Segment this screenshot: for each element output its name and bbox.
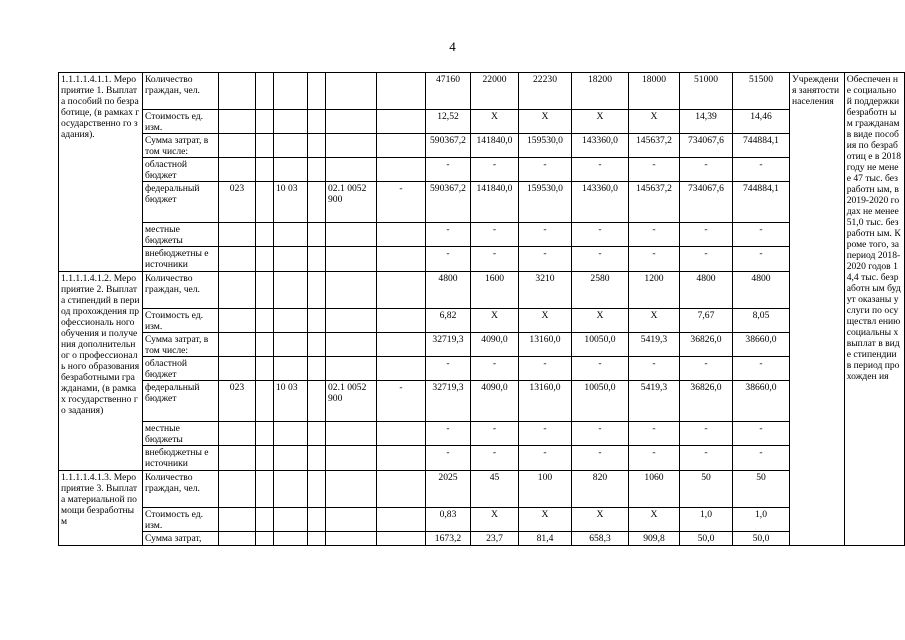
empty-cell	[308, 182, 326, 223]
value-cell: Х	[519, 508, 572, 532]
value-cell: 13160,0	[519, 381, 572, 422]
value-cell: 1,0	[680, 508, 733, 532]
event-name: 1.1.1.1.4.1.3. Мероприятие 3. Выплата материальной помощи безработным	[59, 471, 143, 546]
table-row	[59, 134, 905, 158]
empty-cell	[256, 73, 274, 110]
empty-cell	[377, 247, 426, 272]
empty-cell	[256, 272, 274, 309]
empty-cell	[377, 309, 426, 333]
budget-code-csr: 02.1 0052 900	[326, 182, 377, 223]
value-cell: -	[680, 357, 733, 381]
empty-cell	[326, 272, 377, 309]
program-activities-table	[58, 72, 905, 546]
value-cell: 50,0	[680, 532, 733, 546]
value-cell: 159530,0	[519, 182, 572, 223]
empty-cell	[308, 272, 326, 309]
empty-cell	[326, 247, 377, 272]
empty-cell	[326, 532, 377, 546]
empty-cell	[256, 532, 274, 546]
value-cell: 141840,0	[471, 134, 519, 158]
value-cell: -	[471, 357, 519, 381]
empty-cell	[274, 422, 308, 446]
empty-cell	[326, 223, 377, 247]
value-cell: Х	[471, 110, 519, 134]
empty-cell	[219, 158, 256, 182]
value-cell: Х	[572, 309, 629, 333]
value-cell: -	[680, 446, 733, 471]
value-cell: 100	[519, 471, 572, 508]
executor-cell: Учреждени я занятости населения	[790, 73, 845, 546]
empty-cell	[377, 73, 426, 110]
empty-cell	[274, 471, 308, 508]
table-row	[59, 182, 905, 223]
value-cell: 1060	[629, 471, 680, 508]
empty-cell	[377, 422, 426, 446]
value-cell: 47160	[426, 73, 471, 110]
value-cell: 32719,3	[426, 381, 471, 422]
value-cell: -	[680, 247, 733, 272]
empty-cell	[219, 471, 256, 508]
empty-cell	[256, 471, 274, 508]
indicator-label: Стоимость ед. изм.	[143, 309, 219, 333]
value-cell: 2025	[426, 471, 471, 508]
indicator-label: областной бюджет	[143, 357, 219, 381]
empty-cell	[256, 247, 274, 272]
value-cell: 22230	[519, 73, 572, 110]
empty-cell	[256, 381, 274, 422]
value-cell: 4090,0	[471, 381, 519, 422]
empty-cell	[308, 532, 326, 546]
value-cell: Х	[519, 110, 572, 134]
indicator-label: внебюджетны е источники	[143, 247, 219, 272]
value-cell: 1600	[471, 272, 519, 309]
empty-cell	[256, 357, 274, 381]
empty-cell	[326, 422, 377, 446]
value-cell: 14,46	[733, 110, 790, 134]
empty-cell	[326, 357, 377, 381]
value-cell: -	[471, 446, 519, 471]
value-cell: -	[519, 422, 572, 446]
table-row	[59, 247, 905, 272]
empty-cell	[308, 247, 326, 272]
value-cell: 6,82	[426, 309, 471, 333]
empty-cell	[219, 223, 256, 247]
empty-cell	[308, 134, 326, 158]
table-row	[59, 158, 905, 182]
event-name: 1.1.1.1.4.1.1. Мероприятие 1. Выплата пособий по безработице, (в рамках государственно го задания).	[59, 73, 143, 272]
value-cell: -	[629, 422, 680, 446]
empty-cell	[377, 446, 426, 471]
empty-cell	[308, 422, 326, 446]
value-cell: 141840,0	[471, 182, 519, 223]
value-cell: -	[426, 158, 471, 182]
empty-cell	[326, 110, 377, 134]
value-cell: 12,52	[426, 110, 471, 134]
empty-cell	[308, 223, 326, 247]
value-cell: 50	[733, 471, 790, 508]
value-cell: 5419,3	[629, 381, 680, 422]
value-cell: 159530,0	[519, 134, 572, 158]
value-cell: -	[629, 158, 680, 182]
table-row	[59, 110, 905, 134]
empty-cell	[377, 223, 426, 247]
budget-code-vr: -	[377, 182, 426, 223]
indicator-label: федеральный бюджет	[143, 182, 219, 223]
value-cell: 13160,0	[519, 333, 572, 357]
empty-cell	[256, 446, 274, 471]
value-cell: 734067,6	[680, 134, 733, 158]
empty-cell	[326, 134, 377, 158]
value-cell: -	[471, 247, 519, 272]
empty-cell	[274, 446, 308, 471]
value-cell: -	[426, 247, 471, 272]
value-cell: 143360,0	[572, 134, 629, 158]
value-cell: 7,67	[680, 309, 733, 333]
empty-cell	[274, 223, 308, 247]
value-cell: Х	[471, 309, 519, 333]
empty-cell	[308, 73, 326, 110]
value-cell: 10050,0	[572, 381, 629, 422]
value-cell: -	[572, 247, 629, 272]
empty-cell	[308, 333, 326, 357]
value-cell: -	[519, 247, 572, 272]
empty-cell	[326, 446, 377, 471]
empty-cell	[377, 333, 426, 357]
empty-cell	[219, 446, 256, 471]
table-row	[59, 333, 905, 357]
value-cell: Х	[629, 508, 680, 532]
empty-cell	[326, 471, 377, 508]
value-cell: 1,0	[733, 508, 790, 532]
value-cell: -	[471, 158, 519, 182]
value-cell: 4800	[680, 272, 733, 309]
value-cell: -	[680, 422, 733, 446]
value-cell: Х	[629, 110, 680, 134]
empty-cell	[308, 357, 326, 381]
empty-cell	[274, 532, 308, 546]
value-cell: 81,4	[519, 532, 572, 546]
empty-cell	[274, 309, 308, 333]
empty-cell	[377, 134, 426, 158]
table-row	[59, 309, 905, 333]
value-cell: 145637,2	[629, 182, 680, 223]
empty-cell	[274, 333, 308, 357]
empty-cell	[219, 73, 256, 110]
empty-cell	[326, 508, 377, 532]
table-row	[59, 357, 905, 381]
value-cell: -	[733, 158, 790, 182]
empty-cell	[256, 223, 274, 247]
value-cell: Х	[629, 309, 680, 333]
empty-cell	[274, 73, 308, 110]
value-cell: -	[733, 446, 790, 471]
table-row	[59, 471, 905, 508]
indicator-label: местные бюджеты	[143, 223, 219, 247]
empty-cell	[326, 73, 377, 110]
value-cell: 734067,6	[680, 182, 733, 223]
value-cell: -	[426, 446, 471, 471]
value-cell: 50,0	[733, 532, 790, 546]
budget-code-grbs: 023	[219, 381, 256, 422]
value-cell: -	[426, 357, 471, 381]
value-cell: 14,39	[680, 110, 733, 134]
value-cell: -	[519, 223, 572, 247]
value-cell: 23,7	[471, 532, 519, 546]
value-cell: -	[519, 446, 572, 471]
empty-cell	[326, 158, 377, 182]
value-cell: 36826,0	[680, 381, 733, 422]
event-name: 1.1.1.1.4.1.2. Мероприятие 2. Выплата стипендий в период прохождения профессиональ ного обучения и получения дополнительног о профессиональ ного образования безработными гражданами, (в рамках государственно го задания)	[59, 272, 143, 471]
empty-cell	[256, 333, 274, 357]
empty-cell	[308, 158, 326, 182]
value-cell: 4800	[426, 272, 471, 309]
indicator-label: областной бюджет	[143, 158, 219, 182]
empty-cell	[256, 508, 274, 532]
empty-cell	[256, 422, 274, 446]
empty-cell	[308, 508, 326, 532]
empty-cell	[377, 110, 426, 134]
value-cell: 50	[680, 471, 733, 508]
table-row	[59, 73, 905, 110]
value-cell: -	[426, 422, 471, 446]
empty-cell	[308, 471, 326, 508]
empty-cell	[219, 422, 256, 446]
empty-cell	[308, 309, 326, 333]
value-cell: Х	[572, 508, 629, 532]
empty-cell	[256, 309, 274, 333]
table-row	[59, 422, 905, 446]
value-cell: -	[572, 422, 629, 446]
value-cell: 36826,0	[680, 333, 733, 357]
empty-cell	[274, 247, 308, 272]
indicator-label: Сумма затрат, в том числе:	[143, 134, 219, 158]
value-cell: -	[426, 223, 471, 247]
value-cell: -	[572, 158, 629, 182]
value-cell: 18200	[572, 73, 629, 110]
value-cell: -	[733, 223, 790, 247]
empty-cell	[219, 357, 256, 381]
value-cell: 0,83	[426, 508, 471, 532]
empty-cell	[377, 272, 426, 309]
table-row	[59, 508, 905, 532]
empty-cell	[219, 134, 256, 158]
value-cell: -	[519, 357, 572, 381]
indicator-label: Количество граждан, чел.	[143, 272, 219, 309]
budget-code-rzpr: 10 03	[274, 182, 308, 223]
empty-cell	[308, 446, 326, 471]
value-cell: 1200	[629, 272, 680, 309]
value-cell: -	[471, 422, 519, 446]
empty-cell	[256, 158, 274, 182]
empty-cell	[219, 247, 256, 272]
table-row	[59, 532, 905, 546]
empty-cell	[326, 333, 377, 357]
empty-cell	[308, 381, 326, 422]
value-cell: -	[629, 223, 680, 247]
value-cell: -	[629, 357, 680, 381]
empty-cell	[377, 158, 426, 182]
indicator-label: Стоимость ед. изм.	[143, 508, 219, 532]
empty-cell	[274, 134, 308, 158]
empty-cell	[256, 134, 274, 158]
empty-cell	[377, 508, 426, 532]
value-cell: 2580	[572, 272, 629, 309]
empty-cell	[377, 471, 426, 508]
value-cell: -	[680, 223, 733, 247]
empty-cell	[308, 110, 326, 134]
indicator-label-clipped: Сумма затрат,	[145, 533, 202, 543]
value-cell: 38660,0	[733, 333, 790, 357]
value-cell: -	[572, 223, 629, 247]
empty-cell	[274, 508, 308, 532]
empty-cell	[219, 309, 256, 333]
value-cell: -	[572, 357, 629, 381]
value-cell: 658,3	[572, 532, 629, 546]
value-cell: -	[629, 247, 680, 272]
indicator-label: Стоимость ед. изм.	[143, 110, 219, 134]
empty-cell	[256, 182, 274, 223]
empty-cell	[219, 333, 256, 357]
indicator-label: местные бюджеты	[143, 422, 219, 446]
indicator-label: Количество граждан, чел.	[143, 471, 219, 508]
empty-cell	[219, 532, 256, 546]
budget-code-vr: -	[377, 381, 426, 422]
budget-code-csr: 02.1 0052 900	[326, 381, 377, 422]
empty-cell	[377, 357, 426, 381]
value-cell: 145637,2	[629, 134, 680, 158]
value-cell: 5419,3	[629, 333, 680, 357]
value-cell: -	[519, 158, 572, 182]
indicator-label: федеральный бюджет	[143, 381, 219, 422]
value-cell: -	[471, 223, 519, 247]
value-cell: 820	[572, 471, 629, 508]
value-cell: 8,05	[733, 309, 790, 333]
indicator-label: внебюджетны е источники	[143, 446, 219, 471]
empty-cell	[219, 508, 256, 532]
value-cell: 4090,0	[471, 333, 519, 357]
value-cell: 51000	[680, 73, 733, 110]
indicator-label	[143, 532, 219, 546]
empty-cell	[219, 272, 256, 309]
value-cell: 1673,2	[426, 532, 471, 546]
table-row	[59, 446, 905, 471]
empty-cell	[326, 309, 377, 333]
table-row	[59, 223, 905, 247]
value-cell: 18000	[629, 73, 680, 110]
indicator-label: Сумма затрат, в том числе:	[143, 333, 219, 357]
result-cell: Обеспечен не социально й поддержки безработн ым гражданам в виде пособия по безработиц е в 2018 году не менее 47 тыс. безработн ым, в 2019-2020 годах не менее 51,0 тыс. безработн ым. Кроме того, за период 2018-2020 годов 14,4 тыс. безработн ым будут оказаны услуги по осуществл ению социальны х выплат в виде стипендии в период прохожден ия	[844, 73, 904, 546]
budget-code-rzpr: 10 03	[274, 381, 308, 422]
value-cell: 51500	[733, 73, 790, 110]
value-cell: 4800	[733, 272, 790, 309]
value-cell: Х	[519, 309, 572, 333]
value-cell: 3210	[519, 272, 572, 309]
indicator-label: Количество граждан, чел.	[143, 73, 219, 110]
value-cell: -	[733, 247, 790, 272]
value-cell: -	[680, 158, 733, 182]
table-row	[59, 381, 905, 422]
value-cell: 45	[471, 471, 519, 508]
table-row	[59, 272, 905, 309]
empty-cell	[274, 357, 308, 381]
value-cell: -	[572, 446, 629, 471]
empty-cell	[274, 110, 308, 134]
value-cell: 38660,0	[733, 381, 790, 422]
value-cell: -	[733, 357, 790, 381]
empty-cell	[377, 532, 426, 546]
value-cell: 590367,2	[426, 182, 471, 223]
value-cell: Х	[572, 110, 629, 134]
value-cell: 744884,1	[733, 182, 790, 223]
empty-cell	[219, 110, 256, 134]
value-cell: -	[629, 446, 680, 471]
value-cell: 22000	[471, 73, 519, 110]
value-cell: 909,8	[629, 532, 680, 546]
empty-cell	[256, 110, 274, 134]
value-cell: -	[733, 422, 790, 446]
page-number: 4	[449, 39, 456, 54]
budget-code-grbs: 023	[219, 182, 256, 223]
value-cell: Х	[471, 508, 519, 532]
empty-cell	[274, 272, 308, 309]
empty-cell	[274, 158, 308, 182]
value-cell: 143360,0	[572, 182, 629, 223]
value-cell: 10050,0	[572, 333, 629, 357]
value-cell: 32719,3	[426, 333, 471, 357]
value-cell: 590367,2	[426, 134, 471, 158]
value-cell: 744884,1	[733, 134, 790, 158]
